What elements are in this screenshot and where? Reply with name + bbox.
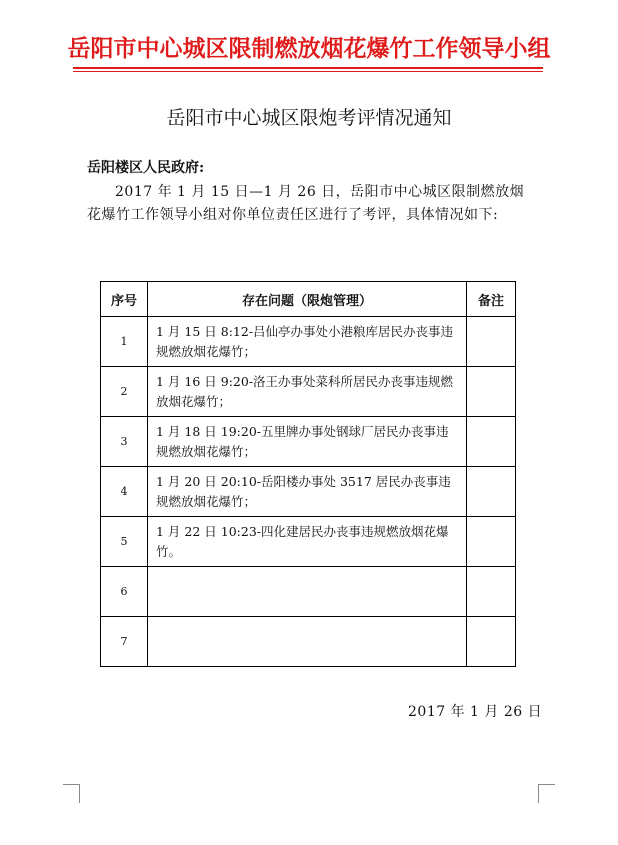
header-red-rule [73, 67, 543, 69]
row-serial: 2 [101, 367, 148, 417]
row-note [467, 317, 516, 367]
issuing-organization-header: 岳阳市中心城区限制燃放烟花爆竹工作领导小组 [67, 35, 551, 62]
notice-body: 2017 年 1 月 15 日—1 月 26 日，岳阳市中心城区限制燃放烟花爆竹工作领导小组对你单位责任区进行了考评，具体情况如下: [87, 184, 525, 223]
row-serial: 5 [101, 517, 148, 567]
row-issue: 1 月 20 日 20:10-岳阳楼办事处 3517 居民办丧事违规燃放烟花爆竹； [148, 467, 467, 517]
table-row [101, 467, 516, 517]
row-note [467, 417, 516, 467]
crop-mark-top-left [63, 784, 80, 803]
table-row [101, 417, 516, 467]
row-issue: 1 月 18 日 19:20-五里牌办事处钢球厂居民办丧事违规燃放烟花爆竹； [148, 417, 467, 467]
row-issue [148, 617, 467, 667]
assessment-table [100, 281, 516, 667]
notice-date: 2017 年 1 月 26 日 [408, 704, 543, 720]
row-note [467, 567, 516, 617]
row-issue: 1 月 16 日 9:20-洛王办事处菜科所居民办丧事违规燃放烟花爆竹； [148, 367, 467, 417]
crop-mark-top-right [538, 784, 555, 803]
row-issue [148, 567, 467, 617]
row-serial: 6 [101, 567, 148, 617]
row-note [467, 517, 516, 567]
row-serial: 3 [101, 417, 148, 467]
header-serial: 序号 [101, 282, 148, 317]
header-note: 备注 [467, 282, 516, 317]
header-red-rule-thin [73, 71, 543, 72]
row-serial: 4 [101, 467, 148, 517]
table-row [101, 317, 516, 367]
row-serial: 7 [101, 617, 148, 667]
row-note [467, 467, 516, 517]
table-row [101, 617, 516, 667]
row-note [467, 367, 516, 417]
row-issue: 1 月 15 日 8:12-吕仙亭办事处小港粮库居民办丧事违规燃放烟花爆竹； [148, 317, 467, 367]
row-serial: 1 [101, 317, 148, 367]
table-row [101, 517, 516, 567]
table-row [101, 567, 516, 617]
addressee: 岳阳楼区人民政府: [87, 160, 205, 176]
table-header-row [101, 282, 516, 317]
row-issue: 1 月 22 日 10:23-四化建居民办丧事违规燃放烟花爆竹。 [148, 517, 467, 567]
header-issue: 存在问题（限炮管理） [148, 282, 467, 317]
table-row [101, 367, 516, 417]
notice-title: 岳阳市中心城区限炮考评情况通知 [166, 107, 452, 129]
row-note [467, 617, 516, 667]
